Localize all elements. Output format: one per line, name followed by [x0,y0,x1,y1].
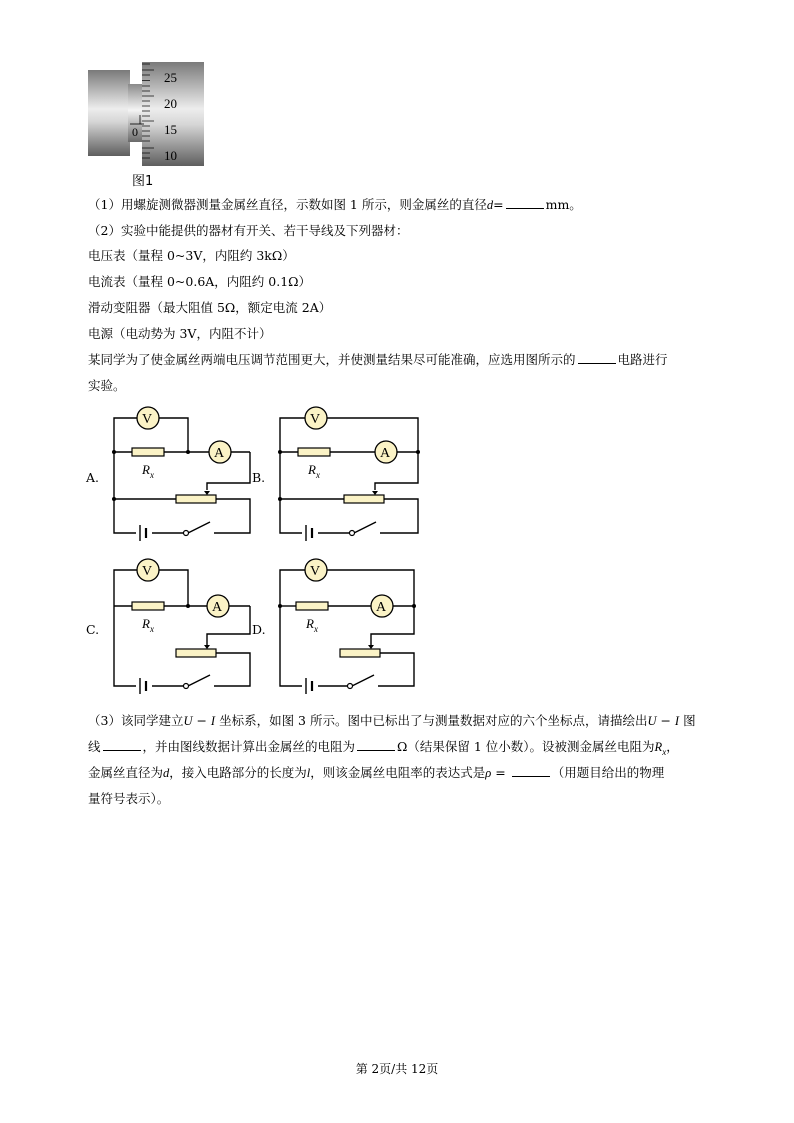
symbol-l: l [306,766,311,780]
q2-intro: （2）实验中能提供的器材有开关、若干导线及下列器材： [88,223,409,238]
thimble-tick-label: 15 [164,122,177,137]
symbol-d: d [163,766,170,780]
symbol-r: R [654,740,663,754]
resistor-rx-label: $R_x$ [142,616,154,634]
symbol-dash: − [656,713,675,728]
symbol-i: I [674,714,680,728]
q3-graph-blank[interactable] [103,738,141,751]
option-a-label: A. [86,470,100,485]
q2-question-pre: 某同学为了使金属丝两端电压调节范围更大，并使测量结果尽可能准确，应选用图所示的 [88,352,576,367]
option-d-label: D. [252,622,266,637]
q1-post: mm。 [545,197,582,212]
q2-question-line1 [88,351,668,369]
symbol-eq: = [491,765,510,780]
q3-text: （3）该同学建立 [88,713,184,728]
q3-text: 图 [679,713,696,728]
equipment-rheostat: 滑动变阻器（最大阻值 5Ω，额定电流 2A） [88,300,332,315]
circuit-d [266,556,430,702]
q3-text: ，并由图线数据计算出金属丝的电阻为 [142,739,356,754]
rheostat [340,649,380,657]
q3-text: ， [666,739,679,754]
equipment-ammeter: 电流表（量程 0~0.6A，内阻约 0.1Ω） [88,274,312,289]
ammeter-label: A [376,600,387,615]
symbol-dash: − [192,713,211,728]
symbol-u: U [647,714,657,728]
figure1-caption: 图1 [132,174,154,189]
q2-question-post: 电路进行 [617,352,668,367]
micrometer-figure [88,62,204,166]
q1-pre: （1）用螺旋测微器测量金属丝直径，示数如图 1 所示，则金属丝的直径 [88,197,487,212]
q3-text: ，则该金属丝电阻率的表达式是 [310,765,486,780]
q3-resistivity-blank[interactable] [512,764,550,777]
symbol-r-sub: x [662,746,667,757]
rheostat [344,495,384,503]
sleeve-zero-label: 0 [132,125,138,139]
option-b-label: B. [252,470,266,485]
thimble-tick-label: 20 [164,96,177,111]
q3-line2 [88,738,679,762]
q2-question-line2: 实验。 [88,378,126,393]
q3-text: Ω（结果保留 1 位小数）。设被测金属丝电阻为 [397,739,655,754]
thimble-tick-label: 25 [164,70,177,85]
q1-eq: = [493,197,504,212]
q3-line1 [88,712,696,730]
q3-text: ，接入电路部分的长度为 [169,765,307,780]
option-c-label: C. [86,622,100,637]
equipment-voltmeter: 电压表（量程 0~3V，内阻约 3kΩ） [88,248,295,263]
voltmeter-label: V [142,412,153,427]
ammeter-label: A [214,446,225,461]
q3-text: 线 [88,739,101,754]
micrometer-drawing [88,62,204,166]
q1-var: d [486,198,494,212]
q3-text: 金属丝直径为 [88,765,164,780]
thimble-tick-label: 10 [164,148,177,163]
resistor-rx [298,448,330,456]
circuit-b [266,404,430,550]
resistor-rx-label: $R_x$ [306,616,318,634]
ammeter-label: A [380,446,391,461]
q3-resistance-blank[interactable] [357,738,395,751]
q3-line4: 量符号表示）。 [88,791,170,806]
resistor-rx-label: $R_x$ [142,462,154,480]
rheostat [176,495,216,503]
resistor-rx [132,448,164,456]
equipment-source: 电源（电动势为 3V，内阻不计） [88,326,272,341]
symbol-u: U [183,714,193,728]
q3-text: 坐标系，如图 3 所示。图中已标出了与测量数据对应的六个坐标点，请描绘出 [215,713,648,728]
resistor-rx-label: $R_x$ [308,462,320,480]
q1-text [88,196,582,214]
q3-text: （用题目给出的物理 [551,765,665,780]
voltmeter-label: V [310,412,321,427]
circuit-c [100,556,260,702]
voltmeter-label: V [310,564,321,579]
page-footer: 第 2页/共 12页 [355,1062,439,1076]
rheostat [176,649,216,657]
resistor-rx [296,602,328,610]
symbol-rho: ρ [485,766,492,780]
q2-blank[interactable] [578,351,616,364]
q1-blank[interactable] [506,196,544,209]
symbol-i: I [210,714,216,728]
voltmeter-label: V [142,564,153,579]
resistor-rx [132,602,164,610]
circuit-a [100,404,260,550]
ammeter-label: A [212,600,223,615]
q3-line3 [88,764,664,782]
